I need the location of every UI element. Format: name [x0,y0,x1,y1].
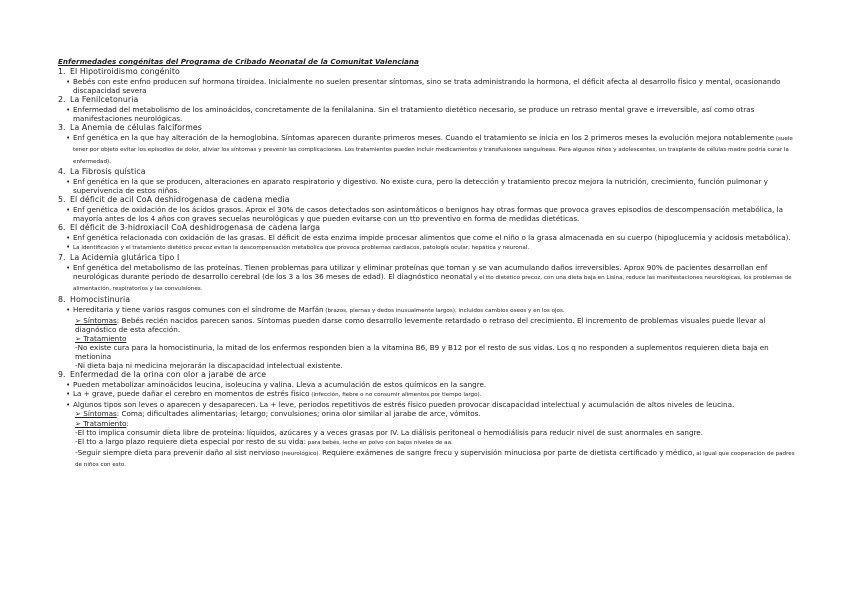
bullet-list [58,263,800,294]
section [58,295,800,371]
section-heading [58,123,800,133]
sub-text: -El tto implica consumir dieta libre de proteína: líquidos, azúcares y a veces grasas por IV. La diálisis peritoneal o hemodiálisis para reducir nivel de sust anormales en sangre. [75,427,704,437]
document-title: Enfermedades congénitas del Programa de Cribado Neonatal de la Comunitat Valenciana [58,57,419,66]
bullet-list [58,105,800,123]
bullet-text: Algunos tipos son leves o aparecen y desaparecen. La + leve, periodos repetitivos de estrés físico pueden provocar discapacidad intelectual y acumulación de altos niveles de leucina. [73,400,735,410]
sub-line [58,334,800,343]
bullet-list [58,177,800,195]
section-heading-text: La Fibrosis quística [70,166,146,176]
sub-line [58,428,800,437]
sub-line [58,316,800,334]
bullet-note: y el tto dietético precoz, con una dieta baja en Lisina, reduce las manifestaciones neurológicas, los problemas de alimentación, respiratorios y las convulsiones. [73,275,792,293]
list-item [66,205,800,223]
sub-text: -No existe cura para la homocistinuria, la mitad de los enfermos responden bien a la vitamina B6, B9 y B12 por el resto de sus vidas. Los q no responden a suplementos requieren dieta baja en metionina [75,342,769,361]
bullet-text: Enfermedad del metabolismo de los aminoácidos, concretamente de la fenilalanina. Sin el tratamiento dietético necesario, se produce un retraso mental grave e irreversible, así como otras manifestaciones neurológicas. [73,105,755,124]
sub-line [58,361,800,370]
section-heading-text: El Hipotiroidismo congénito [70,67,180,76]
section-number: 5. [58,194,66,204]
bullet-note: La identificación y el tratamiento dietético precoz evitan la descompensación metabólica que provoca problemas cardiacos, patología ocular, hepática y neuronal. [73,245,530,252]
section-number: 4. [58,166,66,176]
bullet-text: Enf genética en la que se producen, alteraciones en aparato respiratorio y digestivo. No existe cura, pero la detección y tratamiento precoz mejora la nutrición, crecimiento, función pulmonar y supervivencia de estos niños. [73,176,768,195]
section-heading-text: La Anemia de células falciformes [70,123,202,133]
section-heading [58,95,800,105]
bullet-text: Bebés con este enfno producen suf hormona tiroidea. Inicialmente no suelen presentar síntomas, sino se trata administrando la hormona, el déficit afecta al desarrollo físico y mental, ocasionando discapacidad severa [73,77,781,96]
section-number: 9. [58,370,66,380]
section-heading [58,295,800,305]
section-number: 7. [58,253,66,263]
list-item [66,389,800,400]
section-heading-text: El déficit de acil CoA deshidrogenasa de cadena media [70,194,290,204]
section-number: 1. [58,67,66,76]
document [58,57,800,470]
section-number: 3. [58,123,66,133]
section [58,67,800,95]
section-heading [58,167,800,177]
section [58,95,800,123]
list-item [66,242,800,253]
bullet-text: Enf genética en la que hay alteración de la hemoglobina. Síntomas aparecen durante primeros meses. Cuando el tratamiento se inicia en los 2 primeros meses la evolución mejora notablemente [73,133,775,143]
section-heading [58,370,800,380]
sub-line [58,448,800,470]
section-number: 2. [58,95,66,105]
bullet-text: Hereditaria y tiene varios rasgos comunes con el síndrome de Marfán [73,304,324,314]
list-item [66,380,800,389]
section-number: 8. [58,294,66,304]
sub-label: ➢ Tratamiento [75,418,127,428]
list-item [66,400,800,409]
sub-line [58,437,800,448]
section [58,123,800,166]
bullet-note: (infección, fiebre o no consumir alimentos por tiempo largo). [309,392,482,399]
bullet-text: Enf genética de oxidación de los ácidos grasos. Aprox el 30% de casos detectados son asintomáticos o benignos hay otras formas que provoca graves episodios de descompensación metabólica, la mayoría antes de los 4 años con graves secuelas neurológicas y que pueden evitarse con un tto preventivo en forma de medidas dietéticas. [73,204,784,223]
section-heading-text: La Fenilcetonuria [70,95,139,105]
section-heading-text: El déficit de 3-hidroxiacil CoA deshidrogenasa de cadena larga [70,223,321,233]
bullet-text: Enf genética del metabolismo de las proteínas. Tienen problemas para utilizar y eliminar proteínas que toman y se van acumulando daños irreversibles. Aprox 90% de pacientes desarrollan enf neurológicas durante periodo de desarrollo cerebral (de los 3 a los 36 meses de edad). El diagnóstico neonatal [73,263,768,282]
section-heading [58,195,800,205]
list-item [66,263,800,294]
sub-line [58,409,800,418]
list-item [66,77,800,95]
sub-text: -Ni dieta baja ni medicina mejorarán la discapacidad intelectual existente. [75,361,343,371]
section [58,195,800,223]
section-heading-text: Homocistinuria [70,294,131,304]
bullet-list [58,77,800,95]
sub-note: al igual que cooperación de padres de niños con esto. [75,450,795,468]
sub-line [58,343,800,361]
section [58,370,800,470]
bullet-list [58,233,800,253]
sub-line [58,419,800,428]
sub-label: ➢ Tratamiento [75,333,127,343]
sub-text: -Seguir siempre dieta para prevenir daño al sist nervioso [75,447,280,457]
bullet-text: Pueden metabolizar aminoácidos leucina, isoleucina y valina. Lleva a acumulación de estos químicos en la sangre. [73,380,487,390]
bullet-text: Enf genética relacionada con oxidación de las grasas. El déficit de esta enzima impide procesar alimentos que come el niño o la grasa almacenada en su cuerpo (hipoglucemia y acidosis metabólica). [73,233,791,243]
section [58,167,800,195]
sub-text: -El tto a largo plazo requiere dieta especial por resto de su vida: [75,436,307,446]
sub-text: : [126,418,129,428]
section-heading [58,223,800,233]
bullet-text: La + grave, puede dañar el cerebro en momentos de estrés físico [73,389,310,399]
bullet-list [58,133,800,166]
section [58,253,800,294]
sub-text: Requiere exámenes de sangre frecu y supervisión minuciosa por parte de dietista certificado y médico, [322,447,695,457]
list-item [66,105,800,123]
sub-label: ➢ Síntomas [75,409,117,419]
list-item [66,133,800,166]
sub-label: ➢ Síntomas [75,315,117,325]
section [58,223,800,253]
bullet-list [58,205,800,223]
section-heading [58,67,800,77]
sub-note: (neurológico). [279,450,323,457]
section-heading [58,253,800,263]
section-list [58,67,800,470]
bullet-note: (brazos, piernas y dedos inusualmente largos), incluidos cambios óseos y en los ojos. [323,307,565,314]
list-item [66,305,800,316]
list-item [66,177,800,195]
bullet-list [58,305,800,316]
bullet-list [58,380,800,409]
section-number: 6. [58,223,66,233]
list-item [66,233,800,242]
sub-text: : Bebés recién nacidos parecen sanos. Síntomas pueden darse como desarrollo levemente retardado o retraso del crecimiento. El incremento de problemas visuales puede llevar al diagnóstico de esta afección. [75,315,766,334]
bullet-note: (suele tener por objeto evitar los episodios de dolor, aliviar los síntomas y prevenir las complicaciones. Los tratamientos pueden incluir medicamentos y transfusiones sanguíneas. Para algunos niños y adolescentes, un trasplante de células madre podría curar la enfermedad). [73,136,793,165]
sub-text: : Coma; dificultades alimentarias; letargo; convulsiones; orina olor similar al jarabe de arce, vómitos. [116,409,481,419]
section-heading-text: Enfermedad de la orina con olor a jarabe de arce [70,370,267,380]
section-heading-text: La Acidemia glutárica tipo I [70,253,180,263]
sub-note: para bebés, leche en polvo con bajos niveles de aa. [306,439,453,446]
